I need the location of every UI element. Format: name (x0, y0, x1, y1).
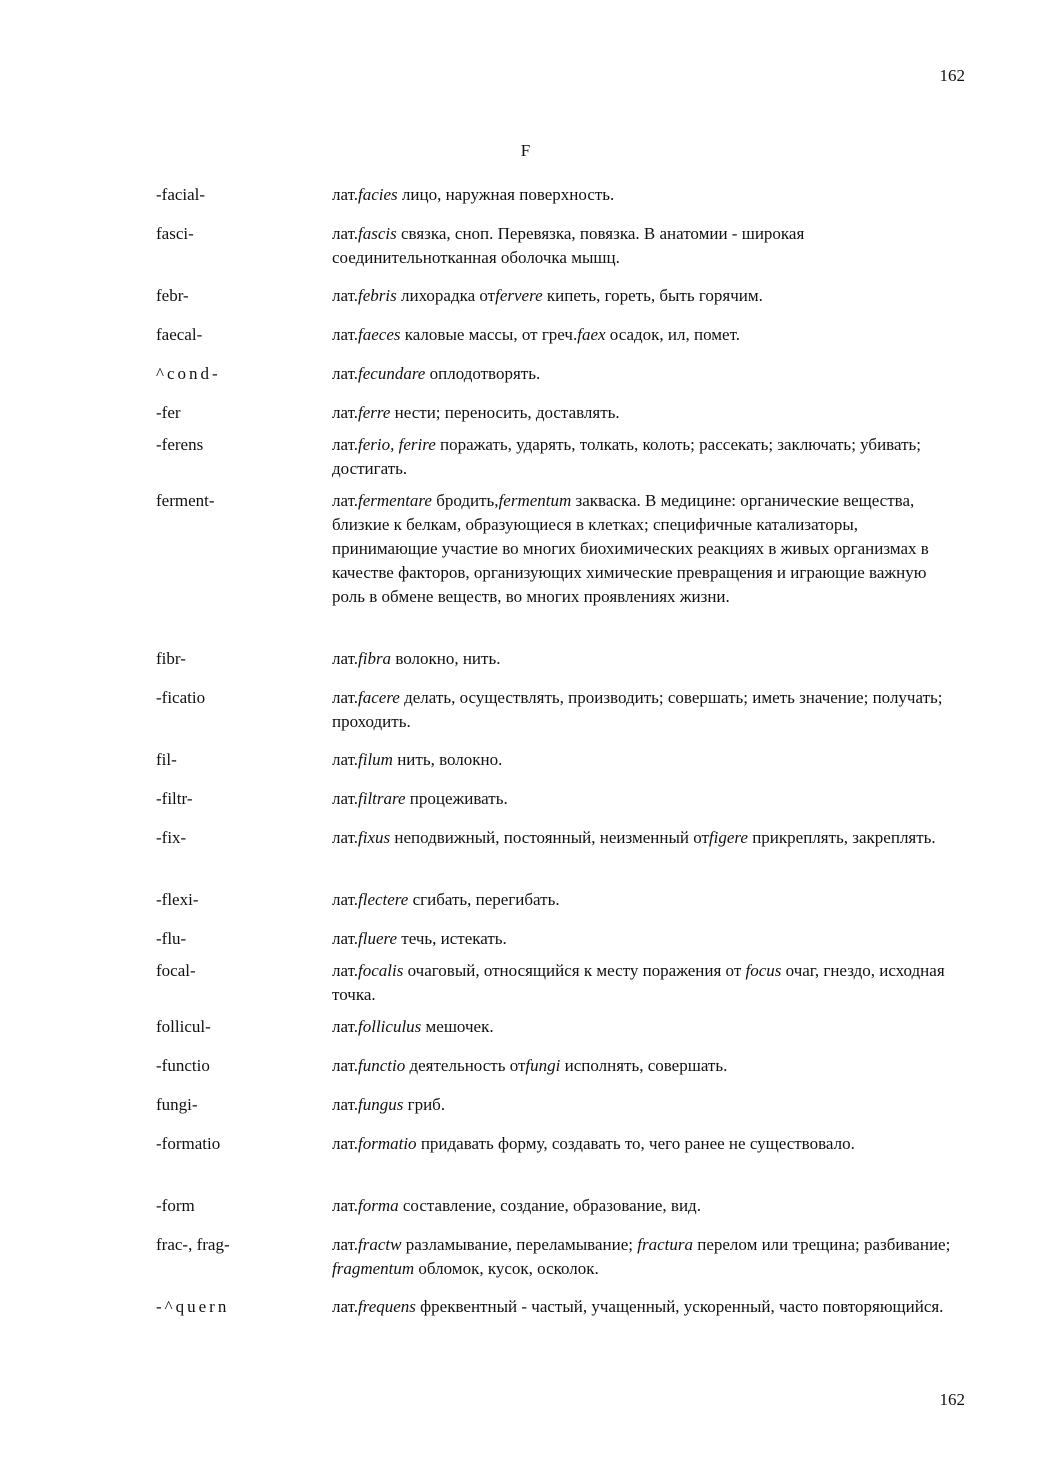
latin-term: febris (358, 286, 397, 305)
latin-term: fermentum (498, 491, 572, 510)
latin-term: focus (745, 961, 782, 980)
entry-term: ferment- (156, 491, 215, 510)
entry-term: -functio (156, 1056, 210, 1075)
definition-text: лат. (332, 286, 358, 305)
entry-term: -flu- (156, 929, 187, 948)
entry-definition (332, 1093, 956, 1117)
definition-text: составление, создание, образование, вид. (398, 1196, 701, 1215)
definition-text: лат. (332, 435, 358, 454)
entry-term: ^cond- (156, 364, 221, 383)
entry-term: fibr- (156, 649, 186, 668)
definition-text: лат. (332, 750, 358, 769)
definition-text: лицо, наружная поверхность. (397, 185, 615, 204)
latin-term: flectere (358, 890, 409, 909)
definition-text: перелом или трещина; разбивание; (692, 1235, 951, 1254)
definition-text: лат. (332, 961, 358, 980)
latin-term: fungi (525, 1056, 561, 1075)
entry-term: -form (156, 1196, 195, 1215)
definition-text: течь, истекать. (397, 929, 507, 948)
definition-text: лат. (332, 1095, 358, 1114)
definition-text: нить, волокно. (392, 750, 503, 769)
definition-text: лат. (332, 1056, 358, 1075)
latin-term: frequens (358, 1297, 416, 1316)
definition-text: осадок, ил, помет. (605, 325, 740, 344)
latin-term: folliculus (358, 1017, 422, 1036)
page-number-top: 162 (939, 66, 965, 85)
definition-text: лат. (332, 688, 358, 707)
entry-definition (332, 959, 956, 1007)
entry-definition (332, 888, 956, 912)
entry-definition (332, 826, 956, 850)
entry-definition (332, 401, 956, 425)
entry-definition (332, 1054, 956, 1078)
definition-text: делать, осуществлять, производить; совершать; иметь значение; получать; проходить. (332, 688, 943, 731)
latin-term: fungus (358, 1095, 404, 1114)
entry-definition (332, 686, 956, 734)
definition-text: лат. (332, 1196, 358, 1215)
definition-text: поражать, ударять, толкать, колоть; рассекать; заключать; убивать; достигать. (332, 435, 921, 478)
definition-text: очаг, гнездо, исходная точка. (332, 961, 945, 1004)
entry-definition (332, 787, 956, 811)
definition-text: закваска. В медицине: органические вещества, близкие к белкам, образующиеся в клетках; специфичные катализаторы, принимающие участие во многих биохимических реакциях в живых организмах в качестве факторов, организующих химические превращения и играющие важную роль в обмене веществ, во многих проявлениях жизни. (332, 491, 929, 606)
entry-term: fil- (156, 750, 177, 769)
latin-term: filum (358, 750, 393, 769)
definition-text: лат. (332, 649, 358, 668)
definition-text: лат. (332, 929, 358, 948)
entry-definition (332, 284, 956, 308)
latin-term: filtrare (358, 789, 406, 808)
section-letter-heading: F (520, 141, 531, 160)
entry-term: focal- (156, 961, 196, 980)
latin-term: fractw (358, 1235, 402, 1254)
latin-term: fractura (637, 1235, 693, 1254)
entry-term: febr- (156, 286, 189, 305)
definition-text: мешочек. (421, 1017, 494, 1036)
definition-text: деятельность от (405, 1056, 526, 1075)
latin-term: figere (708, 828, 748, 847)
latin-term: fixus (358, 828, 391, 847)
latin-term: faeces (358, 325, 401, 344)
entry-definition (332, 433, 956, 481)
latin-term: focalis (358, 961, 404, 980)
entry-term: frac-, frag- (156, 1235, 230, 1254)
entry-definition (332, 183, 956, 207)
entry-definition (332, 323, 956, 347)
definition-text: исполнять, совершать. (560, 1056, 728, 1075)
latin-term: formatio (358, 1134, 417, 1153)
definition-text: кипеть, гореть, быть горячим. (542, 286, 763, 305)
latin-term: fascis (358, 224, 397, 243)
entry-term: follicul- (156, 1017, 211, 1036)
entry-term: -filtr- (156, 789, 193, 808)
entry-term: -flexi- (156, 890, 199, 909)
definition-text: фреквентный - частый, учащенный, ускоренный, часто повторяющийся. (415, 1297, 944, 1316)
definition-text: связка, сноп. Перевязка, повязка. В анатомии - широкая соединительнотканная оболочка мышц. (332, 224, 805, 267)
latin-term: ferre (358, 403, 391, 422)
entry-definition (332, 748, 956, 772)
entry-definition (332, 1132, 956, 1156)
entry-definition (332, 362, 956, 386)
entry-definition (332, 927, 956, 951)
entry-definition (332, 1295, 956, 1319)
definition-text: лат. (332, 491, 358, 510)
latin-term: fluere (358, 929, 398, 948)
latin-term: functio (358, 1056, 406, 1075)
definition-text: разламывание, переламывание; (401, 1235, 638, 1254)
definition-text: лат. (332, 185, 358, 204)
definition-text: прикреплять, закреплять. (747, 828, 936, 847)
latin-term: fervere (495, 286, 543, 305)
definition-text: оплодотворять. (425, 364, 541, 383)
entry-definition (332, 1194, 956, 1218)
latin-term: ferio, ferire (358, 435, 436, 454)
entry-definition (332, 489, 956, 609)
latin-term: fragmentum (332, 1259, 415, 1278)
definition-text: лихорадка от (396, 286, 496, 305)
entry-term: -formatio (156, 1134, 221, 1153)
latin-term: fibra (358, 649, 392, 668)
entry-definition (332, 647, 956, 671)
definition-text: обломок, кусок, осколок. (414, 1259, 599, 1278)
entry-term: faecal- (156, 325, 203, 344)
definition-text: каловые массы, от греч. (400, 325, 578, 344)
definition-text: лат. (332, 224, 358, 243)
entry-term: -facial- (156, 185, 206, 204)
entry-term: -^quern (156, 1297, 230, 1316)
definition-text: лат. (332, 325, 358, 344)
entry-definition (332, 222, 956, 270)
definition-text: гриб. (403, 1095, 446, 1114)
definition-text: лат. (332, 1134, 358, 1153)
definition-text: лат. (332, 1017, 358, 1036)
definition-text: сгибать, перегибать. (408, 890, 560, 909)
entry-term: -fer (156, 403, 181, 422)
definition-text: лат. (332, 1297, 358, 1316)
latin-term: fermentare (358, 491, 432, 510)
entry-term: -ferens (156, 435, 204, 454)
latin-term: forma (358, 1196, 399, 1215)
latin-term: fecundare (358, 364, 426, 383)
entry-term: -fix- (156, 828, 187, 847)
definition-text: лат. (332, 403, 358, 422)
definition-text: нести; переносить, доставлять. (390, 403, 620, 422)
definition-text: лат. (332, 1235, 358, 1254)
definition-text: лат. (332, 828, 358, 847)
entry-definition (332, 1015, 956, 1039)
entry-definition (332, 1233, 956, 1281)
definition-text: лат. (332, 789, 358, 808)
definition-text: неподвижный, постоянный, неизменный от (390, 828, 709, 847)
definition-text: процеживать. (405, 789, 508, 808)
definition-text: волокно, нить. (391, 649, 501, 668)
definition-text: придавать форму, создавать то, чего ранее не существовало. (416, 1134, 855, 1153)
definition-text: лат. (332, 890, 358, 909)
definition-text: бродить, (431, 491, 499, 510)
definition-text: очаговый, относящийся к месту поражения от (403, 961, 746, 980)
page-number-bottom: 162 (939, 1390, 965, 1409)
latin-term: faex (577, 325, 606, 344)
entry-term: -ficatio (156, 688, 206, 707)
latin-term: facere (358, 688, 400, 707)
definition-text: лат. (332, 364, 358, 383)
entry-term: fungi- (156, 1095, 198, 1114)
entry-term: fasci- (156, 224, 194, 243)
latin-term: facies (358, 185, 398, 204)
